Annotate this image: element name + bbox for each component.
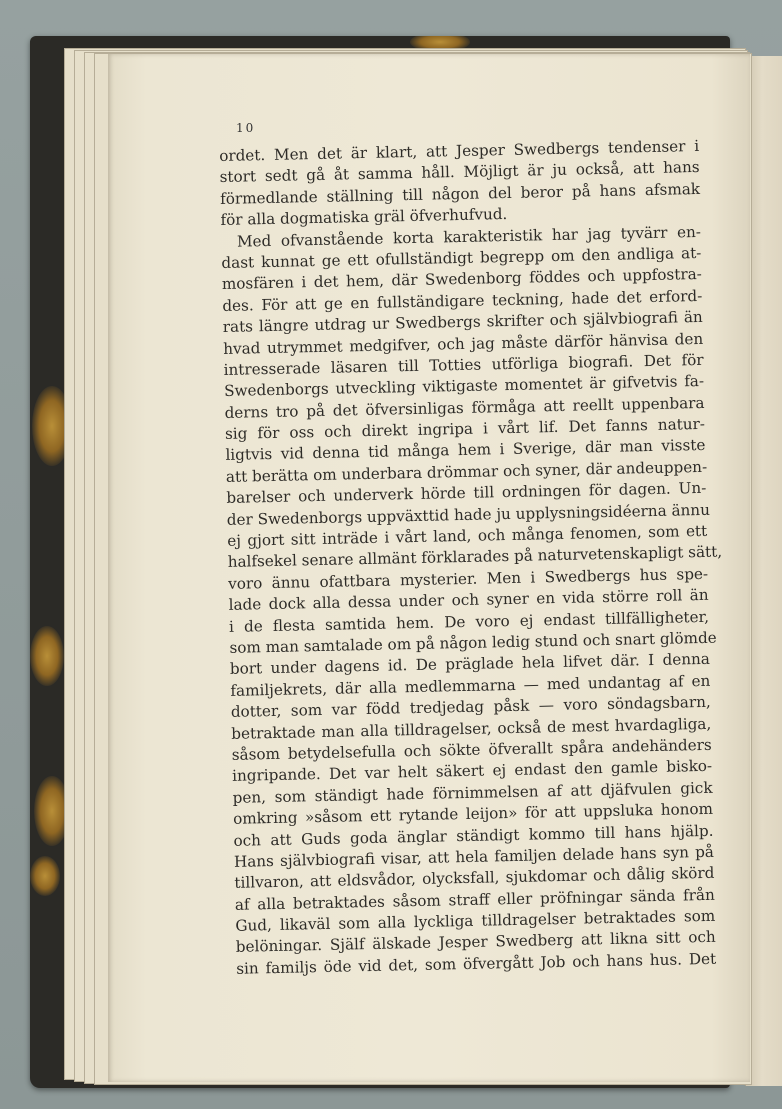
text-line: belöningar. Själf älskade Jesper Swedberg att likna sitt och <box>235 928 716 957</box>
text-line: ingripande. Det var helt säkert ej endast den gamle bisko- <box>232 757 713 786</box>
cover-marbling <box>30 626 64 686</box>
cover-marbling <box>30 856 60 896</box>
text-line: förmedlande ställning till någon del beror på hans afsmak <box>219 179 701 208</box>
text-line: pen, som ständigt hade förnimmelsen af att djäfvulen gick <box>232 778 713 807</box>
page-number: 10 <box>236 121 256 135</box>
text-line: derns tro på det öfversinligas förmåga att reellt uppenbara <box>224 393 705 422</box>
text-line: i de flesta samtida hem. De voro ej endast tillfälligheter, <box>228 607 710 636</box>
text-line: ordet. Men det är klart, att Jesper Swedbergs tendenser i <box>219 136 700 165</box>
text-line: rats längre utdrag ur Swedbergs skrifter och självbiografi än <box>222 308 703 337</box>
text-line: Swedenborgs utveckling viktigaste momentet är gifvetvis fa- <box>223 372 705 401</box>
text-line: och att Guds goda änglar ständigt kommo till hans hjälp. <box>233 821 714 850</box>
text-line: halfsekel senare allmänt förklarades på naturvetenskapligt sätt, <box>227 542 723 572</box>
text-line: som man samtalade om på någon ledig stund och snart glömde <box>229 628 717 657</box>
text-line: sin familjs öde vid det, som öfvergått Job och hans hus. Det <box>236 949 717 978</box>
text-line: tillvaron, att eldsvådor, olycksfall, sjukdomar och dålig skörd <box>234 864 715 893</box>
text-line: barelser och underverk hörde till ordningen för dagen. Un- <box>226 479 707 508</box>
text-line: hvad utrymmet medgifver, och jag måste därför hänvisa den <box>223 329 704 358</box>
text-line: sig för oss och direkt ingripa i vårt lif. Det fanns natur- <box>224 414 706 444</box>
text-line: stort sedt gå åt samma håll. Möjligt är ju också, att hans <box>219 158 700 187</box>
text-line: Med ofvanstående korta karakteristik har jag tyvärr en- <box>236 222 702 251</box>
text-line: ligtvis vid denna tid många hem i Sverige, där man visste <box>225 436 706 465</box>
text-line: såsom betydelsefulla och sökte öfverallt spåra andehänders <box>231 735 712 764</box>
text-line: för alla dogmatiska gräl öfverhufvud. <box>220 205 508 230</box>
text-line: dotter, som var född tredjedag påsk — voro söndagsbarn, <box>230 692 711 722</box>
text-line: familjekrets, där alla medlemmarna — med undantag af en <box>230 671 711 700</box>
text-line: betraktade man alla tilldragelser, också de mest hvardagliga, <box>231 714 712 743</box>
text-line: dast kunnat ge ett ofullständigt begrepp om den andliga at- <box>221 243 702 272</box>
text-line: af alla betraktades såsom straff eller pröfningar sända från <box>234 885 715 914</box>
text-line: bort under dagens id. De präglade hela lifvet där. I denna <box>229 650 711 679</box>
text-line: intresserade läsaren till Totties utförliga biografi. Det för <box>223 350 704 379</box>
text-line: Hans självbiografi visar, att hela familjen delade hans syn på <box>233 842 715 871</box>
text-line: Gud, likaväl som alla lyckliga tilldragelser betraktades som <box>235 906 716 935</box>
text-line: att berätta om underbara drömmar och syner, där andeuppen- <box>225 457 708 486</box>
text-line: mosfären i det hem, där Swedenborg föddes och uppfostra- <box>221 265 702 294</box>
text-line: omkring »såsom ett rytande leijon» för att uppsluka honom <box>232 799 714 828</box>
text-line: lade dock alla dessa under och syner en vida större roll än <box>228 586 709 615</box>
text-line: der Swedenborgs uppväxttid hade ju upplysningsidéerna ännu <box>226 500 711 529</box>
body-text <box>219 136 723 980</box>
text-line: ej gjort sitt inträde i vårt land, och många fenomen, som ett <box>227 521 708 550</box>
text-line: voro ännu ofattbara mysterier. Men i Swedbergs hus spe- <box>227 564 709 593</box>
text-line: des. För att ge en fullständigare teckning, hade det erford- <box>222 286 703 315</box>
